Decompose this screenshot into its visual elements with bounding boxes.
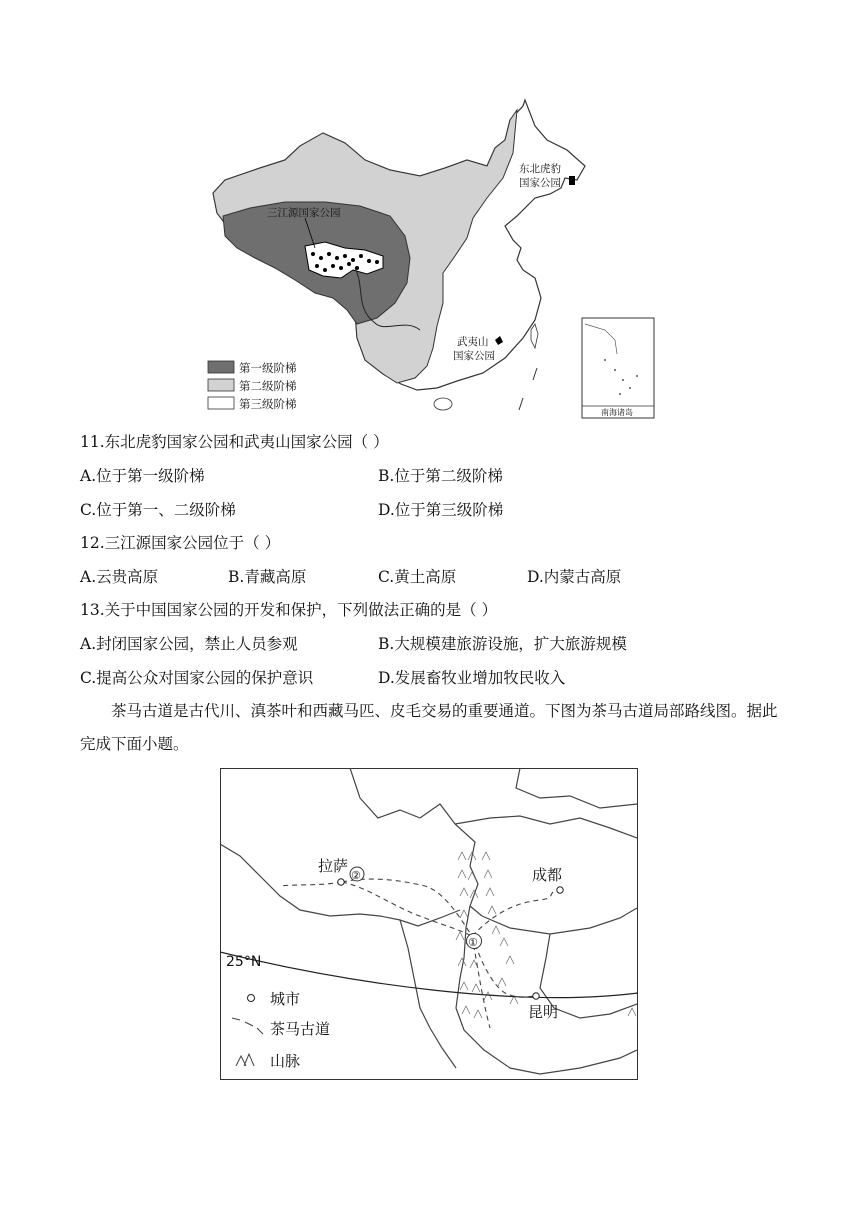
tea-horse-road-map	[220, 768, 638, 1080]
inset-label: 南海诸岛	[601, 408, 633, 417]
legend-route-label: 茶马古道	[270, 1020, 331, 1038]
dash-line-1	[519, 398, 523, 410]
dongbei-label-2: 国家公园	[519, 177, 561, 189]
dongbei-label-1: 东北虎豹	[519, 163, 561, 175]
legend-city-icon	[248, 995, 255, 1002]
chengdu-label: 成都	[532, 866, 563, 884]
wuyi-label-2: 国家公园	[453, 350, 495, 362]
question-12-option-d[interactable]: D.内蒙古高原	[527, 568, 622, 586]
kunming-city-icon	[533, 993, 539, 999]
question-11-option-a[interactable]: A.位于第一级阶梯	[80, 467, 205, 485]
legend-swatch-step2	[208, 379, 234, 391]
legend-mountain-label: 山脉	[270, 1052, 301, 1070]
legend-label-step1: 第一级阶梯	[239, 361, 297, 375]
question-13-option-a[interactable]: A.封闭国家公园，禁止人员参观	[80, 635, 298, 653]
wuyi-label-1: 武夷山	[457, 336, 489, 348]
china-terrain-map	[205, 98, 665, 420]
legend-swatch-step3	[208, 397, 234, 409]
question-13-stem: 13.关于中国国家公园的开发和保护，下列做法正确的是（ ）	[80, 601, 498, 619]
marker-1-label: ①	[468, 936, 478, 949]
question-12-option-b[interactable]: B.青藏高原	[228, 568, 307, 586]
dash-line-2	[533, 368, 537, 380]
legend-swatch-step1	[208, 361, 234, 373]
question-12-option-a[interactable]: A.云贵高原	[80, 568, 159, 586]
lhasa-city-icon	[338, 879, 344, 885]
question-11-option-c[interactable]: C.位于第一、二级阶梯	[80, 501, 236, 519]
question-13-option-b[interactable]: B.大规模建旅游设施，扩大旅游规模	[378, 635, 627, 653]
sanjiangyuan-label: 三江源国家公园	[267, 207, 341, 219]
latitude-label: 25°N	[226, 954, 262, 970]
question-12-option-c[interactable]: C.黄土高原	[378, 568, 457, 586]
taiwan-island	[531, 324, 538, 348]
question-12-stem: 12.三江源国家公园位于（ ）	[80, 534, 281, 552]
south-sea-inset	[582, 318, 654, 418]
chengdu-city-icon	[557, 887, 563, 893]
question-11-stem: 11.东北虎豹国家公园和武夷山国家公园（ ）	[80, 433, 389, 451]
question-11-option-d[interactable]: D.位于第三级阶梯	[378, 501, 504, 519]
dongbei-park-marker	[569, 176, 575, 185]
question-11-option-b[interactable]: B.位于第二级阶梯	[378, 467, 503, 485]
legend-label-step2: 第二级阶梯	[239, 379, 297, 393]
question-13-option-c[interactable]: C.提高公众对国家公园的保护意识	[80, 669, 314, 687]
hainan-island	[434, 398, 452, 410]
kunming-label: 昆明	[528, 1003, 559, 1021]
lhasa-label: 拉萨	[318, 857, 349, 875]
legend-label-step3: 第三级阶梯	[239, 397, 297, 411]
passage-text: 茶马古道是古代川、滇茶叶和西藏马匹、皮毛交易的重要通道。下图为茶马古道局部路线图。据此完成下面小题。	[80, 702, 778, 753]
marker-2-label: ②	[351, 869, 361, 882]
legend-city-label: 城市	[270, 990, 301, 1008]
question-13-option-d[interactable]: D.发展畜牧业增加牧民收入	[378, 669, 566, 687]
